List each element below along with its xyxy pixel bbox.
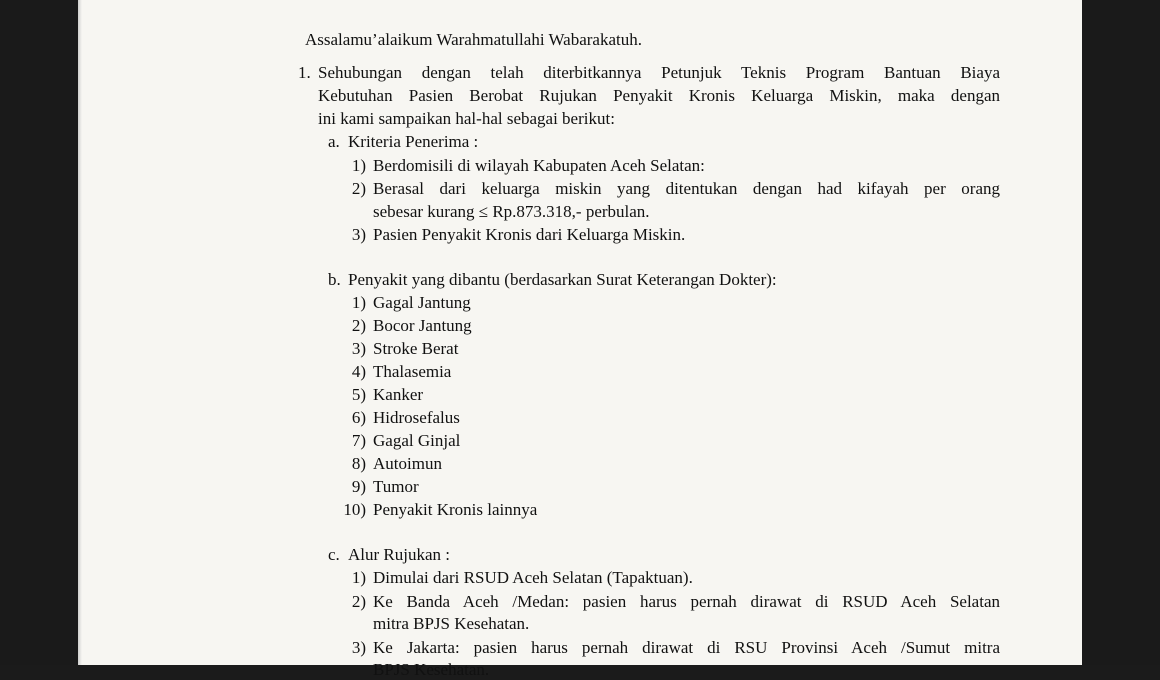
- section-a-item-1-number: 1): [351, 156, 366, 175]
- section-b-item-1-number: 1): [351, 293, 366, 312]
- section-b-item-4-text: Thalasemia: [373, 362, 452, 381]
- section-b-item-5-text: Kanker: [373, 385, 424, 404]
- document-page: [78, 0, 1082, 679]
- section-c-letter: c.: [328, 545, 340, 564]
- section-b-letter: b.: [328, 270, 341, 289]
- section-c-item-1-text: Dimulai dari RSUD Aceh Selatan (Tapaktuan).: [373, 568, 693, 587]
- section-a-item-2-number: 2): [351, 179, 366, 198]
- point-1-line-3: ini kami sampaikan hal-hal sebagai berikut:: [318, 109, 615, 128]
- greeting: Assalamu’alaikum Warahmatullahi Wabarakatuh.: [305, 30, 642, 49]
- section-a-item-3-text: Pasien Penyakit Kronis dari Keluarga Miskin.: [373, 225, 686, 244]
- section-c-item-2-text-cont: mitra BPJS Kesehatan.: [373, 614, 530, 633]
- section-b-item-6-number: 6): [351, 408, 366, 427]
- section-b-item-1-text: Gagal Jantung: [373, 293, 471, 312]
- section-b-item-2-number: 2): [351, 316, 366, 335]
- point-1-number: 1.: [298, 63, 311, 82]
- section-b-item-10-number: 10): [343, 500, 366, 519]
- section-b-item-5-number: 5): [351, 385, 366, 404]
- point-1-line-1: Sehubungan dengan telah diterbitkannya Petunjuk Teknis Program Bantuan Biaya: [318, 63, 1000, 82]
- section-b-item-8-number: 8): [351, 454, 366, 473]
- section-b-item-3-number: 3): [351, 339, 366, 358]
- section-c-item-3-number: 3): [351, 638, 366, 657]
- section-b-item-3-text: Stroke Berat: [373, 339, 459, 358]
- section-c-item-2-text: Ke Banda Aceh /Medan: pasien harus pernah dirawat di RSUD Aceh Selatan: [373, 592, 1000, 611]
- section-b-item-7-number: 7): [351, 431, 366, 450]
- section-c-title: Alur Rujukan :: [348, 545, 450, 564]
- section-b-title: Penyakit yang dibantu (berdasarkan Surat Keterangan Dokter):: [348, 270, 777, 289]
- section-b-item-9-text: Tumor: [373, 477, 419, 496]
- section-c-item-2-number: 2): [351, 592, 366, 611]
- section-b-item-9-number: 9): [351, 477, 366, 496]
- section-b-item-6-text: Hidrosefalus: [373, 408, 460, 427]
- section-c-item-3-text-cont: BPJS Kesehatan.: [373, 660, 490, 679]
- section-c-item-3-text: Ke Jakarta: pasien harus pernah dirawat di RSU Provinsi Aceh /Sumut mitra: [373, 638, 1000, 657]
- section-a-item-2-text-cont: sebesar kurang ≤ Rp.873.318,- perbulan.: [373, 202, 650, 221]
- point-1-line-2: Kebutuhan Pasien Berobat Rujukan Penyakit Kronis Keluarga Miskin, maka dengan: [318, 86, 1000, 105]
- section-b-item-4-number: 4): [351, 362, 366, 381]
- section-a-item-1-text: Berdomisili di wilayah Kabupaten Aceh Selatan:: [373, 156, 705, 175]
- section-a-item-2-text: Berasal dari keluarga miskin yang ditentukan dengan had kifayah per orang: [373, 179, 1000, 198]
- section-b-item-8-text: Autoimun: [373, 454, 442, 473]
- section-a-title: Kriteria Penerima :: [348, 132, 479, 151]
- section-b-item-7-text: Gagal Ginjal: [373, 431, 461, 450]
- section-b-item-2-text: Bocor Jantung: [373, 316, 472, 335]
- section-b-item-10-text: Penyakit Kronis lainnya: [373, 500, 538, 519]
- section-a-item-3-number: 3): [351, 225, 366, 244]
- section-c-item-1-number: 1): [351, 568, 366, 587]
- section-a-letter: a.: [328, 132, 340, 151]
